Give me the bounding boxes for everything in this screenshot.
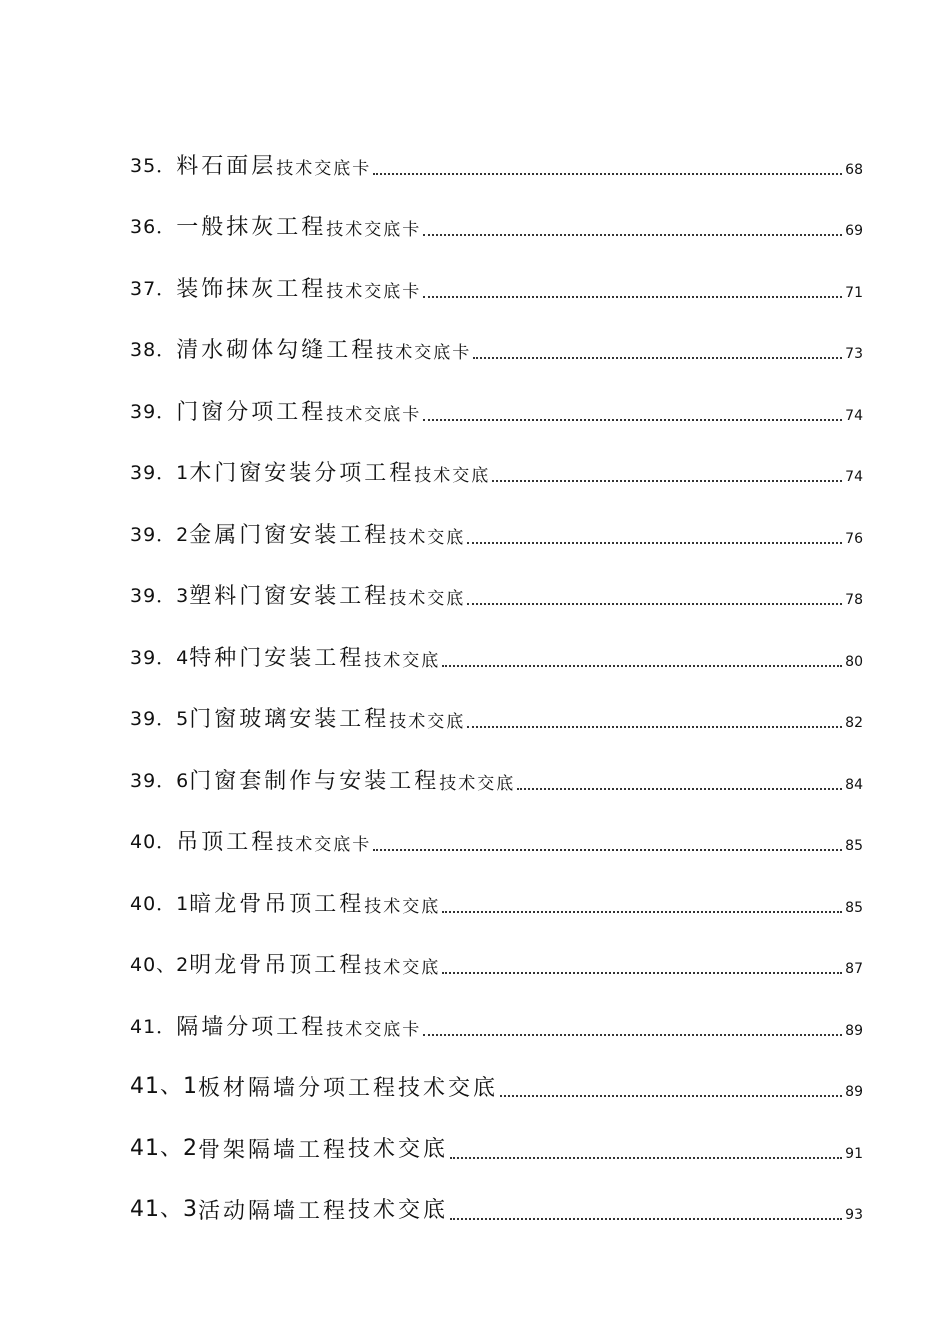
dot-leader xyxy=(442,964,842,974)
entry-title: 木门窗安装分项工程 xyxy=(189,461,415,486)
page-number: 78 xyxy=(845,592,863,608)
page-number: 74 xyxy=(845,407,863,424)
entry-subtitle: 技术交底卡 xyxy=(376,343,472,363)
table-of-contents xyxy=(130,118,863,1225)
page-number: 82 xyxy=(845,715,863,731)
entry-subtitle: 技术交底 xyxy=(389,712,466,732)
entry-number: 39．5 xyxy=(130,708,190,730)
dot-leader xyxy=(517,780,842,790)
toc-entry-41[interactable] xyxy=(130,979,863,1041)
toc-entry-40[interactable] xyxy=(130,795,863,857)
page-number: 74 xyxy=(845,469,863,485)
page-number: 85 xyxy=(845,899,863,916)
entry-number: 39．1 xyxy=(130,462,190,484)
toc-entry-38[interactable] xyxy=(130,303,863,365)
toc-entry-39-6[interactable] xyxy=(130,733,863,795)
entry-subtitle: 技术交底 xyxy=(364,896,441,917)
entry-number: 41、3 xyxy=(130,1197,198,1222)
entry-number: 41． xyxy=(130,1015,177,1038)
toc-entry-39-5[interactable] xyxy=(130,672,863,734)
entry-subtitle: 技术交底卡 xyxy=(326,281,422,302)
page-number: 73 xyxy=(845,346,863,362)
entry-title: 隔墙分项工程 xyxy=(176,1014,327,1040)
entry-title: 金属门窗安装工程 xyxy=(189,522,390,548)
entry-number: 39．4 xyxy=(130,646,190,669)
entry-subtitle: 技术交底 xyxy=(348,1136,449,1162)
entry-subtitle: 技术交底 xyxy=(348,1198,449,1223)
page-number: 93 xyxy=(845,1207,863,1223)
entry-subtitle: 技术交底卡 xyxy=(276,835,372,855)
entry-number: 40、2 xyxy=(130,954,190,976)
toc-entry-37[interactable] xyxy=(130,241,863,303)
entry-title: 清水砌体勾缝工程 xyxy=(176,338,377,363)
toc-entry-39-3[interactable] xyxy=(130,549,863,611)
page-number: 69 xyxy=(845,223,863,239)
toc-entry-40-1[interactable] xyxy=(130,856,863,918)
entry-title: 装饰抹灰工程 xyxy=(176,276,327,302)
entry-title: 料石面层 xyxy=(176,153,277,179)
entry-title: 门窗套制作与安装工程 xyxy=(189,768,440,794)
page-number: 80 xyxy=(845,653,863,670)
toc-entry-41-3[interactable] xyxy=(130,1164,863,1226)
page-number: 68 xyxy=(845,161,863,178)
entry-subtitle: 技术交底 xyxy=(414,466,491,486)
dot-leader xyxy=(450,1149,842,1159)
entry-number: 35． xyxy=(130,154,177,177)
entry-subtitle: 技术交底 xyxy=(389,527,466,548)
entry-number: 40．1 xyxy=(130,892,190,915)
page-number: 91 xyxy=(845,1145,863,1162)
dot-leader xyxy=(442,657,842,667)
dot-leader xyxy=(467,534,842,544)
dot-leader xyxy=(492,472,842,482)
entry-title: 门窗玻璃安装工程 xyxy=(189,707,390,732)
entry-title: 塑料门窗安装工程 xyxy=(189,584,390,609)
entry-number: 39．2 xyxy=(130,523,190,546)
toc-entry-39[interactable] xyxy=(130,364,863,426)
page-number: 87 xyxy=(845,961,863,977)
entry-number: 39．3 xyxy=(130,585,190,607)
entry-title: 特种门安装工程 xyxy=(189,645,365,671)
dot-leader xyxy=(467,595,842,605)
dot-leader xyxy=(423,226,842,236)
entry-subtitle: 技术交底卡 xyxy=(326,404,422,425)
entry-number: 39．6 xyxy=(130,769,190,792)
dot-leader xyxy=(473,349,842,359)
toc-entry-36[interactable] xyxy=(130,180,863,242)
entry-subtitle: 技术交底卡 xyxy=(326,220,422,240)
entry-title: 板材隔墙分项工程技术交底 xyxy=(198,1076,499,1101)
entry-title: 暗龙骨吊顶工程 xyxy=(189,891,365,917)
entry-subtitle: 技术交底 xyxy=(439,773,516,794)
entry-number: 37． xyxy=(130,277,177,300)
entry-number: 36． xyxy=(130,216,177,238)
dot-leader xyxy=(423,288,842,298)
entry-subtitle: 技术交底卡 xyxy=(276,158,372,179)
toc-entry-39-1[interactable] xyxy=(130,426,863,488)
entry-title: 骨架隔墙工程 xyxy=(198,1137,349,1163)
dot-leader xyxy=(500,1087,842,1097)
entry-number: 41、1 xyxy=(130,1074,198,1099)
entry-number: 40． xyxy=(130,831,177,853)
toc-entry-35[interactable] xyxy=(130,118,863,180)
entry-title: 一般抹灰工程 xyxy=(176,215,327,240)
dot-leader xyxy=(450,1210,842,1220)
dot-leader xyxy=(442,903,842,913)
entry-number: 41、2 xyxy=(130,1135,198,1161)
toc-entry-39-4[interactable] xyxy=(130,610,863,672)
toc-entry-41-1[interactable] xyxy=(130,1041,863,1103)
dot-leader xyxy=(373,841,842,851)
entry-title: 明龙骨吊顶工程 xyxy=(189,953,365,978)
dot-leader xyxy=(423,411,842,421)
dot-leader xyxy=(467,718,842,728)
entry-title: 活动隔墙工程 xyxy=(198,1199,349,1224)
page-number: 89 xyxy=(845,1022,863,1039)
page-number: 89 xyxy=(845,1084,863,1100)
entry-title: 门窗分项工程 xyxy=(176,399,327,425)
dot-leader xyxy=(423,1026,842,1036)
entry-subtitle: 技术交底 xyxy=(364,958,441,978)
toc-entry-41-2[interactable] xyxy=(130,1102,863,1164)
entry-title: 吊顶工程 xyxy=(176,830,277,855)
dot-leader xyxy=(373,165,842,175)
entry-subtitle: 技术交底 xyxy=(364,650,441,671)
entry-number: 38． xyxy=(130,339,177,361)
page-number: 76 xyxy=(845,530,863,547)
page-number: 84 xyxy=(845,776,863,793)
page-number: 71 xyxy=(845,284,863,301)
page-number: 85 xyxy=(845,838,863,854)
toc-entry-39-2[interactable] xyxy=(130,487,863,549)
entry-subtitle: 技术交底 xyxy=(389,589,466,609)
toc-entry-40-2[interactable] xyxy=(130,918,863,980)
entry-number: 39． xyxy=(130,400,177,423)
entry-subtitle: 技术交底卡 xyxy=(326,1019,422,1040)
